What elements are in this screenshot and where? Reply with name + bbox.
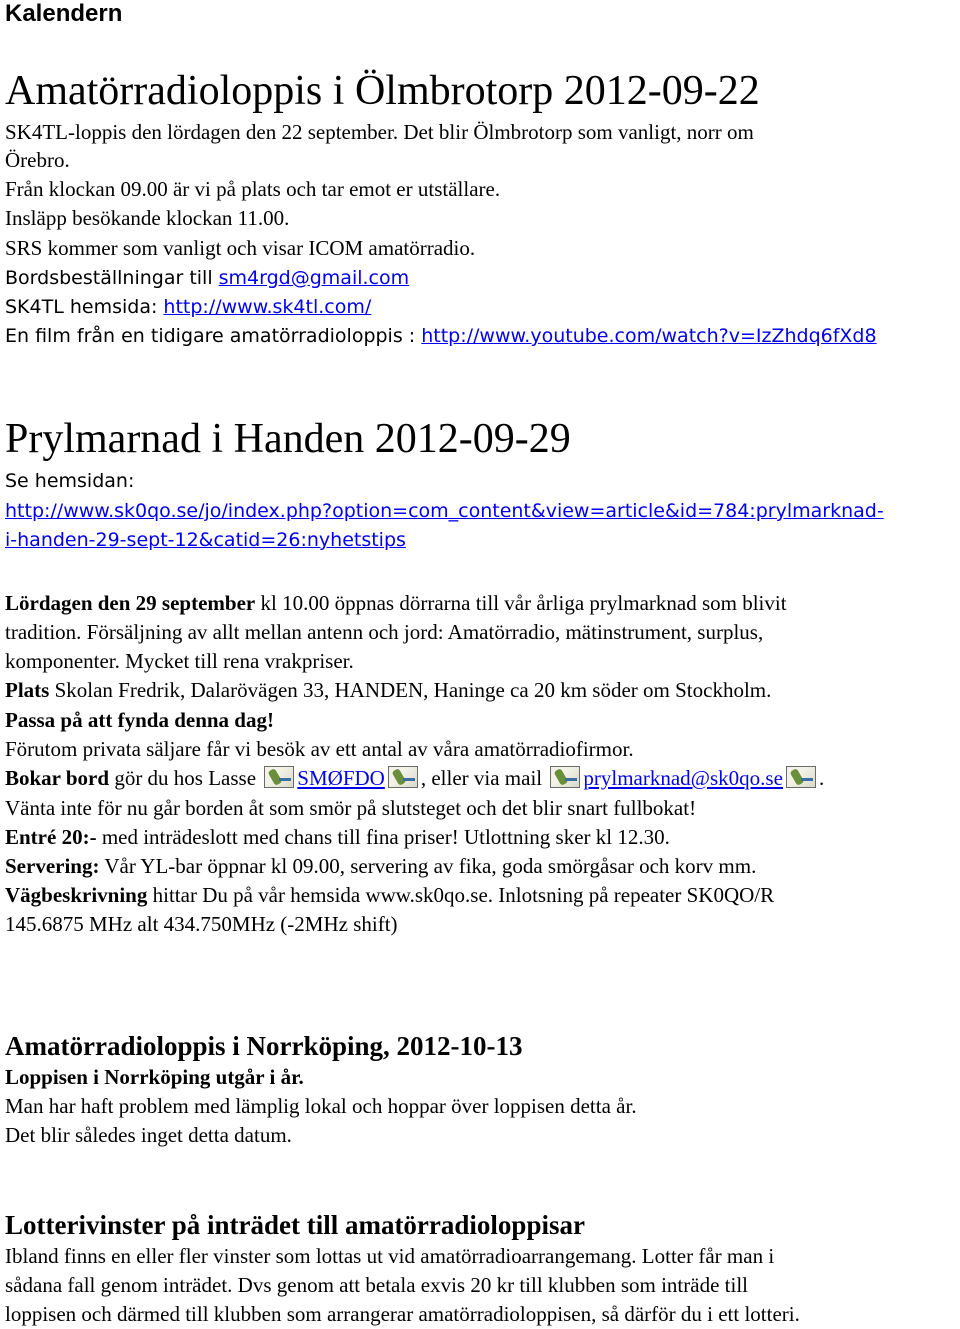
link-icon (264, 766, 294, 788)
section-title-olmbrotorp: Amatörradioloppis i Ölmbrotorp 2012-09-22 (5, 68, 760, 114)
plats-rest: Skolan Fredrik, Dalarövägen 33, HANDEN, Haninge ca 20 km söder om Stockholm. (49, 678, 772, 702)
sk4tl-site-link[interactable]: http://www.sk4tl.com/ (163, 296, 372, 318)
paragraph-line: Man har haft problem med lämplig lokal och hoppar över loppisen detta år. (5, 1094, 637, 1118)
paragraph-line: loppisen och därmed till klubben som arrangerar amatörradioloppisen, så därför du i ett lotteri. (5, 1302, 800, 1326)
paragraph-line: Det blir således inget detta datum. (5, 1123, 292, 1147)
handen-article-link[interactable]: http://www.sk0qo.se/jo/index.php?option=com_content&view=article&id=784:prylmarknad- (5, 500, 884, 522)
paragraph-line: Från klockan 09.00 är vi på plats och tar emot er utställare. (5, 177, 501, 201)
section-title-norrkoping: Amatörradioloppis i Norrköping, 2012-10-13 (5, 1031, 523, 1061)
passa-line (5, 706, 274, 735)
end-dot: . (818, 766, 825, 790)
date-bold: Lördagen den 29 september (5, 591, 256, 615)
handen-url-line-2 (5, 526, 406, 555)
paragraph-line: Ibland finns en eller fler vinster som lottas ut vid amatörradioarrangemang. Lotter får man i (5, 1244, 775, 1268)
servering-line (5, 852, 756, 881)
paragraph-line: sådana fall genom inträdet. Dvs genom att betala exvis 20 kr till klubben som inträde till (5, 1273, 748, 1297)
plats-bold: Plats (5, 678, 50, 702)
site-line (5, 293, 371, 322)
paragraph-line: Förutom privata säljare får vi besök av ett antal av våra amatörradiofirmor. (5, 737, 634, 761)
date-rest: kl 10.00 öppnas dörrarna till vår årliga prylmarknad som blivit (255, 591, 787, 615)
order-line (5, 264, 409, 293)
film-label: En film från en tidigare amatörradioloppis : (5, 325, 422, 347)
order-label: Bordsbeställningar till (5, 267, 219, 289)
vag-rest: hittar Du på vår hemsida www.sk0qo.se. Inlotsning på repeater SK0QO/R (147, 883, 775, 907)
entre-line (5, 823, 670, 852)
bokar-line (5, 764, 824, 793)
handen-article-link-continued[interactable]: i-handen-29-sept-12&catid=26:nyhetstips (5, 529, 406, 551)
frequency-line: 145.6875 MHz alt 434.750MHz (-2MHz shift) (5, 912, 398, 936)
link-icon (786, 766, 816, 788)
mail-text: , eller via mail (420, 766, 548, 790)
date-line (5, 589, 787, 618)
lasse-link[interactable]: SMØFDO (297, 766, 385, 790)
plats-line (5, 676, 771, 705)
servering-rest: Vår YL-bar öppnar kl 09.00, servering av fika, goda smörgåsar och korv mm. (99, 854, 757, 878)
paragraph-line: komponenter. Mycket till rena vrakpriser. (5, 649, 354, 673)
entre-bold: Entré 20:- (5, 825, 97, 849)
link-icon (550, 766, 580, 788)
paragraph-line: SK4TL-loppis den lördagen den 22 september. Det blir Ölmbrotorp som vanligt, norr om (5, 120, 754, 144)
handen-url-line-1 (5, 497, 884, 526)
page-title: Kalendern (5, 0, 123, 27)
paragraph-line: Örebro. (5, 148, 70, 172)
bokar-bold: Bokar bord (5, 766, 110, 790)
link-icon (388, 766, 418, 788)
paragraph-line: tradition. Försäljning av allt mellan antenn och jord: Amatörradio, mätinstrument, surplus, (5, 620, 764, 644)
prylmarknad-mail-link[interactable]: prylmarknad@sk0qo.se (583, 766, 783, 790)
site-label: SK4TL hemsida: (5, 296, 164, 318)
entre-rest: med inträdeslott med chans till fina priser! Utlottning sker kl 12.30. (96, 825, 670, 849)
film-line (5, 322, 877, 351)
passa-bold: Passa på att fynda denna dag! (5, 708, 274, 732)
vag-bold: Vägbeskrivning (5, 883, 148, 907)
bokar-rest: gör du hos Lasse (109, 766, 262, 790)
order-email-link[interactable]: sm4rgd@gmail.com (218, 267, 410, 289)
youtube-film-link[interactable]: http://www.youtube.com/watch?v=IzZhdq6fXd8 (421, 325, 877, 347)
norrkoping-subtitle-bold: Loppisen i Norrköping utgår i år. (5, 1065, 304, 1089)
paragraph-line: SRS kommer som vanligt och visar ICOM amatörradio. (5, 236, 476, 260)
see-homepage-label: Se hemsidan: (5, 470, 135, 492)
vag-line (5, 881, 774, 910)
paragraph-line: Insläpp besökande klockan 11.00. (5, 206, 290, 230)
section-title-lotteri: Lotterivinster på inträdet till amatörradioloppisar (5, 1210, 585, 1240)
paragraph-line: Vänta inte för nu går borden åt som smör på slutsteget och det blir snart fullbokat! (5, 796, 697, 820)
servering-bold: Servering: (5, 854, 100, 878)
norrkoping-subtitle (5, 1063, 304, 1092)
section-title-handen: Prylmarnad i Handen 2012-09-29 (5, 416, 571, 462)
